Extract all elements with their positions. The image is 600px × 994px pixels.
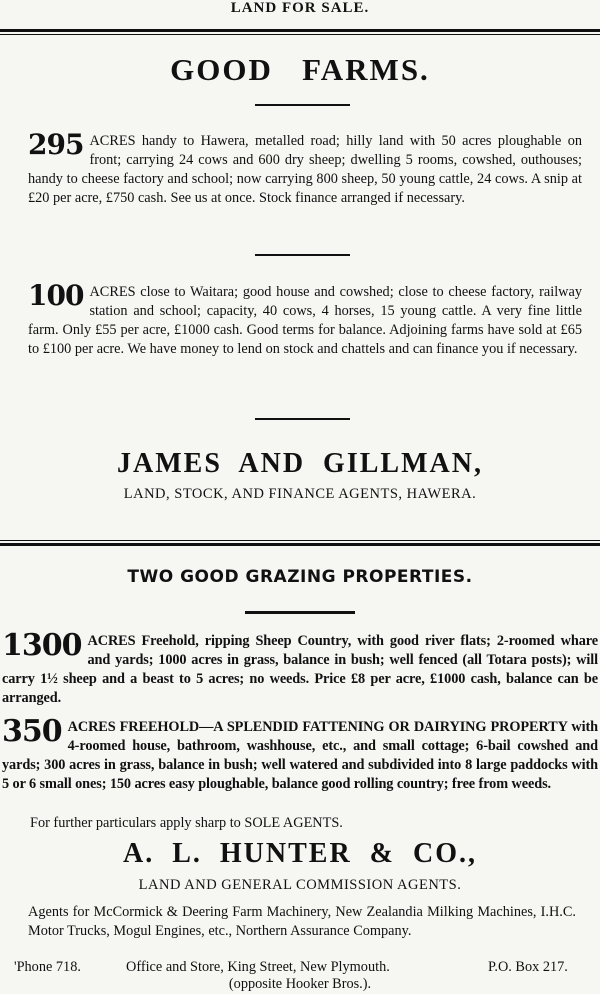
listing-1300-text: ACRES Freehold, ripping Sheep Country, with good river flats; 2-roomed whare and yards; 1000 acres in grass, balance in bush; well fenced (all Totara posts); will carry 1½ sheep and a beast to 5 acres; no weeds. Price £8 per acre, £1000 cash, balance can be arranged. [2,633,598,706]
good-farms-title: GOOD FARMS. [170,52,430,87]
top-thin-rule [0,34,600,35]
opposite-note: (opposite Hooker Bros.). [228,976,372,992]
agency-list: Agents for McCormick & Deering Farm Machinery, New Zealandia Milking Machines, I.H.C. Motor Trucks, Mogul Engines, etc., Northern Assurance Company. [28,904,576,939]
section-thin-rule [0,540,600,541]
office-address: Office and Store, King Street, New Plymouth. [126,959,390,975]
hunter-and-co-tagline: LAND AND GENERAL COMMISSION AGENTS. [138,877,462,893]
listing-100-text: ACRES close to Waitara; good house and cowshed; close to cheese factory, railway station and school; capacity, 40 cows, 4 horses, 15 young cattle. A very fine little farm. Only £55 per acre, £1000 cash. Good terms for balance. Adjoining farms have sold at £65 to £100 per acre. We have money to lend on stock and chattels and can finance you if necessary. [28,284,582,357]
divider-2 [255,418,350,420]
title-underline [255,104,350,106]
acres-350-number: 350 [2,714,62,749]
further-particulars: For further particulars apply sharp to SOLE AGENTS. [30,815,343,831]
listing-350-text: ACRES FREEHOLD—A SPLENDID FATTENING OR DAIRYING PROPERTY with 4-roomed house, bathroom, washhouse, etc., and small cottage; 6-bail cowshed and yards; 300 acres in grass, balance in bush; well watered and subdivided into 8 large paddocks with 5 or 6 small ones; 150 acres easy ploughable, balance good rolling country; free from weeds. [2,719,598,792]
grazing-title-underline [245,611,355,614]
grazing-properties-title: TWO GOOD GRAZING PROPERTIES. [127,567,473,587]
listing-295 [28,128,582,208]
listing-295-text: ACRES handy to Hawera, metalled road; hilly land with 50 acres ploughable on front; carrying 24 cows and 600 dry sheep; dwelling 5 rooms, cowshed, outhouses; handy to cheese factory and school; now carrying 800 sheep, 50 young cattle, 24 cows. A snip at £20 per acre, £750 cash. See us at once. Stock finance arranged if necessary. [28,133,582,206]
listing-350 [2,714,598,794]
listing-100 [28,279,582,359]
section-double-rule [0,543,600,546]
acres-295-number: 295 [28,128,84,161]
acres-100-number: 100 [28,279,84,312]
divider-1 [255,254,350,256]
james-and-gillman-tagline: LAND, STOCK, AND FINANCE AGENTS, HAWERA. [123,486,477,502]
james-and-gillman-name: JAMES AND GILLMAN, [117,448,483,479]
header-title: LAND FOR SALE. [230,0,370,16]
acres-1300-number: 1300 [2,628,82,663]
po-box: P.O. Box 217. [488,959,568,975]
hunter-and-co-name: A. L. HUNTER & CO., [122,838,477,869]
listing-1300 [2,628,598,708]
phone-number: 'Phone 718. [14,959,81,975]
top-double-rule [0,29,600,32]
